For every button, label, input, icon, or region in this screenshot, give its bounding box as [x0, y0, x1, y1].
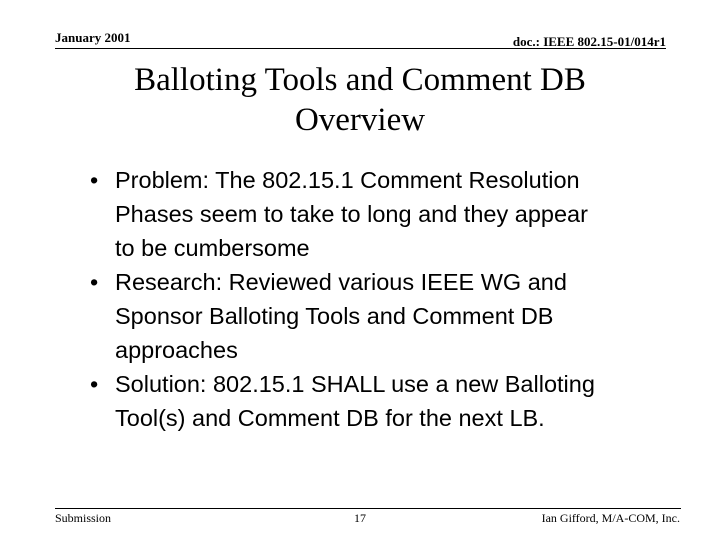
bullet-item-problem: [90, 163, 675, 265]
slide-title: [60, 60, 660, 140]
slide-title-line-2: Overview: [294, 102, 426, 138]
bullet-line: Phases seem to take to long and they appear: [115, 201, 588, 227]
footer-submission: Submission: [55, 511, 112, 525]
header-divider: [55, 48, 666, 49]
footer-page-number: 17: [354, 511, 366, 525]
bullet-list: [90, 163, 675, 435]
bullet-line: Sponsor Balloting Tools and Comment DB: [115, 303, 554, 329]
bullet-line: approaches: [115, 337, 238, 363]
bullet-line: Research: Reviewed various IEEE WG and: [115, 269, 567, 295]
bullet-marker: •: [90, 371, 99, 397]
bullet-line: Tool(s) and Comment DB for the next LB.: [115, 405, 545, 431]
bullet-item-solution: [90, 367, 675, 435]
bullet-marker: •: [90, 269, 99, 295]
slide-title-line-1: Balloting Tools and Comment DB: [134, 62, 586, 98]
header-doc-id: doc.: IEEE 802.15-01/014r1: [512, 34, 666, 49]
bullet-line: Problem: The 802.15.1 Comment Resolution: [115, 167, 580, 193]
bullet-line: to be cumbersome: [115, 235, 310, 261]
bullet-item-research: [90, 265, 675, 367]
footer-author: Ian Gifford, M/A-COM, Inc.: [541, 511, 680, 525]
bullet-marker: •: [90, 167, 99, 193]
bullet-line: Solution: 802.15.1 SHALL use a new Balloting: [115, 371, 595, 397]
header-date: January 2001: [55, 30, 131, 45]
footer-divider: [55, 508, 681, 509]
